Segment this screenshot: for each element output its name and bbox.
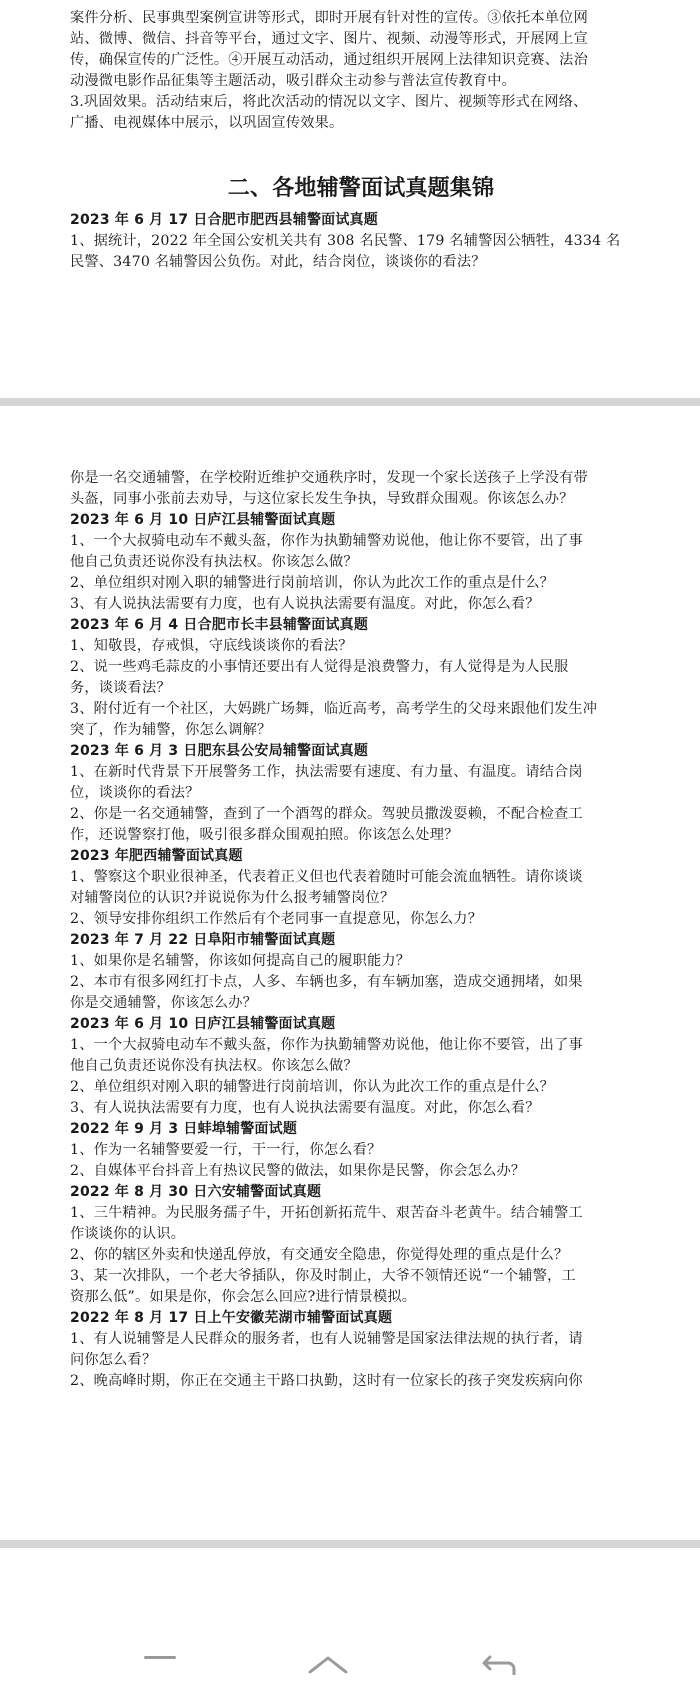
- question-heading: 2023 年肥西辅警面试真题: [70, 848, 243, 864]
- text-line: 作谈谈你的认识。: [70, 1226, 186, 1242]
- text-line: 他自己负责还说你没有执法权。你该怎么做？: [70, 554, 358, 570]
- text-line: 2、领导安排你组织工作然后有个老同事一直提意见，你怎么力？: [70, 911, 483, 927]
- text-line: 2、本市有很多网红打卡点，人多、车辆也多，有车辆加塞，造成交通拥堵，如果: [70, 974, 583, 990]
- question-heading: 2023 年 6 月 4 日合肥市长丰县辅警面试真题: [70, 617, 369, 633]
- text-line: 2、说一些鸡毛蒜皮的小事情还要出有人觉得是浪费警力，有人觉得是为人民服: [70, 659, 569, 675]
- question-heading: 2022 年 8 月 17 日上午安徽芜湖市辅警面试真题: [70, 1310, 393, 1326]
- text-line: 1、作为一名辅警要爱一行，干一行，你怎么看？: [70, 1142, 382, 1158]
- text-line: 1、如果你是名辅警，你该如何提高自己的履职能力？: [70, 953, 411, 969]
- menu-icon[interactable]: [138, 1650, 182, 1678]
- text-line: 突了，作为辅警，你怎么调解？: [70, 722, 272, 738]
- text-line: 2、晚高峰时期，你正在交通主干路口执勤，这时有一位家长的孩子突发疾病向你: [70, 1373, 583, 1389]
- text-line: 3、附付近有一个社区，大妈跳广场舞，临近高考，高考学生的父母来跟他们发生冲: [70, 701, 598, 717]
- text-line: 对辅警岗位的认识?并说说你为什么报考辅警岗位？: [70, 890, 395, 906]
- page2-content: [70, 468, 652, 1392]
- document-page-2: [0, 406, 700, 1544]
- text-line: 2、单位组织对刚入职的辅警进行岗前培训，你认为此次工作的重点是什么？: [70, 575, 555, 591]
- text-line: 广播、电视媒体中展示，以巩固宣传效果。: [70, 115, 344, 131]
- text-line: 2、自媒体平台抖音上有热议民警的做法，如果你是民警，你会怎么办？: [70, 1163, 526, 1179]
- question-heading: 2023 年 6 月 17 日合肥市肥西县辅警面试真题: [70, 212, 378, 228]
- text-line: 1、警察这个职业很神圣，代表着正义但也代表着随时可能会流血牺牲。请你谈谈: [70, 869, 583, 885]
- text-line: 1、有人说辅警是人民群众的服务者，也有人说辅警是国家法律法规的执行者，请: [70, 1331, 583, 1347]
- home-icon[interactable]: [306, 1650, 350, 1678]
- question-heading: 2022 年 8 月 30 日六安辅警面试真题: [70, 1184, 322, 1200]
- question-heading: 2022 年 9 月 3 日蚌埠辅警面试题: [70, 1121, 298, 1137]
- text-line: 头盔，同事小张前去劝导，与这位家长发生争执，导致群众围观。你该怎么办？: [70, 491, 574, 507]
- question-heading: 2023 年 7 月 22 日阜阳市辅警面试真题: [70, 932, 336, 948]
- text-line: 你是交通辅警，你该怎么办？: [70, 995, 258, 1011]
- text-line: 3、有人说执法需要有力度，也有人说执法需要有温度。对此，你怎么看？: [70, 596, 540, 612]
- page1-content: [70, 8, 652, 134]
- text-line: 位，谈谈你的看法？: [70, 785, 200, 801]
- text-line: 3、某一次排队，一个老大爷插队，你及时制止，大爷不领情还说“一个辅警，工: [70, 1268, 576, 1284]
- question-heading: 2023 年 6 月 10 日庐江县辅警面试真题: [70, 1016, 336, 1032]
- text-line: 作，还说警察打他，吸引很多群众围观拍照。你该怎么处理？: [70, 827, 459, 843]
- text-line: 务，谈谈看法？: [70, 680, 171, 696]
- question-text: [70, 231, 652, 273]
- navigation-bar: [0, 1636, 700, 1684]
- text-line: 2、你是一名交通辅警，查到了一个酒驾的群众。驾驶员撒泼耍赖，不配合检查工: [70, 806, 583, 822]
- text-line: 1、知敬畏，存戒惧，守底线谈谈你的看法？: [70, 638, 353, 654]
- text-line: 民警、3470 名辅警因公负伤。对此，结合岗位，谈谈你的看法？: [70, 254, 486, 270]
- question-block: [70, 210, 652, 273]
- text-line: 案件分析、民事典型案例宣讲等形式，即时开展有针对性的宣传。③依托本单位网: [70, 10, 588, 26]
- text-line: 1、一个大叔骑电动车不戴头盔，你作为执勤辅警劝说他，他让你不要管，出了事: [70, 533, 583, 549]
- text-line: 资那么低”。如果是你，你会怎么回应?进行情景模拟。: [70, 1289, 417, 1305]
- question-heading: 2023 年 6 月 10 日庐江县辅警面试真题: [70, 512, 336, 528]
- section-title: 二、各地辅警面试真题集锦: [227, 176, 495, 201]
- document-page-1: [0, 0, 700, 398]
- section-block: [70, 174, 652, 204]
- text-line: 3、有人说执法需要有力度，也有人说执法需要有温度。对此，你怎么看？: [70, 1100, 540, 1116]
- text-line: 2、你的辖区外卖和快递乱停放，有交通安全隐患，你觉得处理的重点是什么？: [70, 1247, 569, 1263]
- text-line: 站、微博、微信、抖音等平台，通过文字、图片、视频、动漫等形式，开展网上宣: [70, 31, 588, 47]
- text-line: 他自己负责还说你没有执法权。你该怎么做？: [70, 1058, 358, 1074]
- text-line: 1、据统计，2022 年全国公安机关共有 308 名民警、179 名辅警因公牺牲，4334 名: [70, 233, 621, 249]
- text-line: 传，确保宣传的广泛性。④开展互动活动，通过组织开展网上法律知识竞赛、法治: [70, 52, 588, 68]
- back-icon[interactable]: [478, 1650, 522, 1678]
- paragraph-block: [70, 8, 652, 134]
- text-line: 你是一名交通辅警，在学校附近维护交通秩序时，发现一个家长送孩子上学没有带: [70, 470, 588, 486]
- text-line: 1、在新时代背景下开展警务工作，执法需要有速度、有力量、有温度。请结合岗: [70, 764, 583, 780]
- text-line: 1、三牛精神。为民服务孺子牛，开拓创新拓荒牛、艰苦奋斗老黄牛。结合辅警工: [70, 1205, 583, 1221]
- text-line: 动漫微电影作品征集等主题活动，吸引群众主动参与普法宣传教育中。: [70, 73, 517, 89]
- page-separator: [0, 1540, 700, 1548]
- text-line: 2、单位组织对刚入职的辅警进行岗前培训，你认为此次工作的重点是什么？: [70, 1079, 555, 1095]
- text-line: 问你怎么看？: [70, 1352, 157, 1368]
- text-line: 1、一个大叔骑电动车不戴头盔，你作为执勤辅警劝说他，他让你不要管，出了事: [70, 1037, 583, 1053]
- question-heading: 2023 年 6 月 3 日肥东县公安局辅警面试真题: [70, 743, 369, 759]
- text-line: 3.巩固效果。活动结束后，将此次活动的情况以文字、图片、视频等形式在网络、: [70, 94, 588, 110]
- page-separator: [0, 398, 700, 406]
